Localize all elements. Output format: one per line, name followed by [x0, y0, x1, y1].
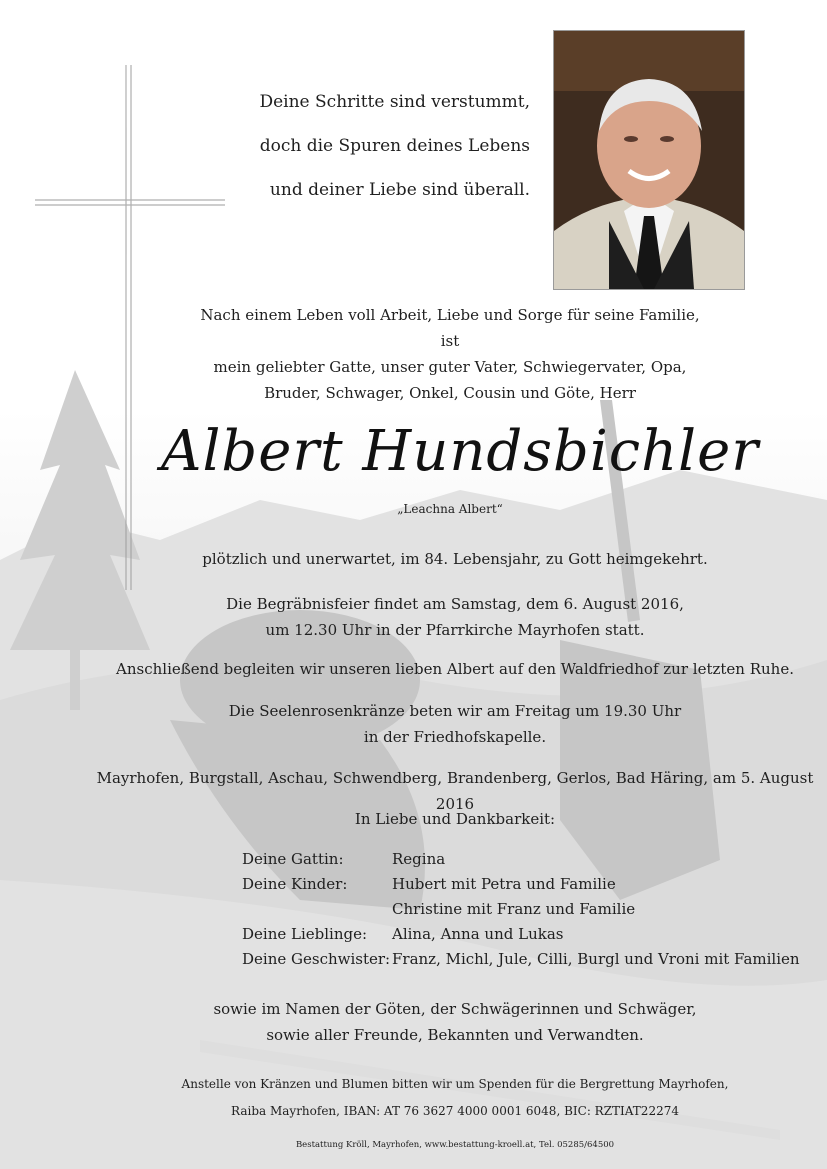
family-role: Deine Kinder: — [242, 875, 348, 893]
family-names: Christine mit Franz und Familie — [392, 900, 636, 918]
family-names: Hubert mit Petra und Familie — [392, 875, 616, 893]
family-names: Regina — [392, 850, 446, 868]
funeral-info — [100, 591, 810, 643]
family-row — [242, 847, 802, 872]
portrait-photo — [553, 30, 745, 290]
family-names: Alina, Anna und Lukas — [392, 925, 564, 943]
donation-request — [100, 1071, 810, 1125]
family-role: Deine Geschwister: — [242, 950, 391, 968]
death-notice: plötzlich und unerwartet, im 84. Lebensjahr, zu Gott heimgekehrt. — [202, 550, 708, 568]
family-row — [242, 872, 802, 897]
gratitude-heading: In Liebe und Dankbarkeit: — [354, 810, 556, 828]
donation-line: Anstelle von Kränzen und Blumen bitten wir um Spenden für die Bergrettung Mayrhofen, — [181, 1077, 729, 1091]
rosary-line: Die Seelenrosenkränze beten wir am Freitag um 19.30 Uhr — [228, 702, 682, 720]
place-date: Mayrhofen, Burgstall, Aschau, Schwendberg, Brandenberg, Gerlos, Bad Häring, am 5. August 2016 — [96, 769, 814, 813]
intro-text — [190, 302, 710, 406]
intro-line: Nach einem Leben voll Arbeit, Liebe und Sorge für seine Familie, ist — [200, 306, 700, 350]
quote-line: doch die Spuren deines Lebens — [259, 136, 530, 156]
family-role — [242, 897, 392, 922]
family-role: Deine Lieblinge: — [242, 925, 368, 943]
family-row — [242, 947, 802, 972]
family-role: Deine Gattin: — [242, 850, 344, 868]
closing-text — [100, 996, 810, 1048]
funeral-home-footer: Bestattung Kröll, Mayrhofen, www.bestattung-kroell.at, Tel. 05285/64500 — [295, 1140, 615, 1150]
donation-line: Raiba Mayrhofen, IBAN: AT 76 3627 4000 0001 6048, BIC: RZTIAT22274 — [231, 1104, 679, 1118]
family-row — [242, 897, 802, 922]
funeral-line: um 12.30 Uhr in der Pfarrkirche Mayrhofen statt. — [265, 621, 645, 639]
funeral-line: Die Begräbnisfeier findet am Samstag, dem 6. August 2016, — [226, 595, 684, 613]
closing-line: sowie aller Freunde, Bekannten und Verwandten. — [266, 1026, 644, 1044]
deceased-name: Albert Hundsbichler — [161, 419, 759, 484]
memorial-quote — [220, 80, 530, 212]
closing-line: sowie im Namen der Göten, der Schwägerinnen und Schwäger, — [213, 1000, 697, 1018]
intro-line: Bruder, Schwager, Onkel, Cousin und Göte, Herr — [264, 384, 636, 402]
quote-line: und deiner Liebe sind überall. — [269, 180, 530, 200]
rosary-info — [100, 698, 810, 750]
family-list — [242, 847, 802, 972]
family-names: Franz, Michl, Jule, Cilli, Burgl und Vroni mit Familien — [392, 950, 800, 968]
burial-info: Anschließend begleiten wir unseren lieben Albert auf den Waldfriedhof zur letzten Ruhe. — [116, 660, 794, 678]
family-row — [242, 922, 802, 947]
rosary-line: in der Friedhofskapelle. — [363, 728, 547, 746]
deceased-nickname: „Leachna Albert“ — [397, 502, 503, 516]
quote-line: Deine Schritte sind verstummt, — [259, 92, 530, 112]
intro-line: mein geliebter Gatte, unser guter Vater, Schwiegervater, Opa, — [213, 358, 687, 376]
